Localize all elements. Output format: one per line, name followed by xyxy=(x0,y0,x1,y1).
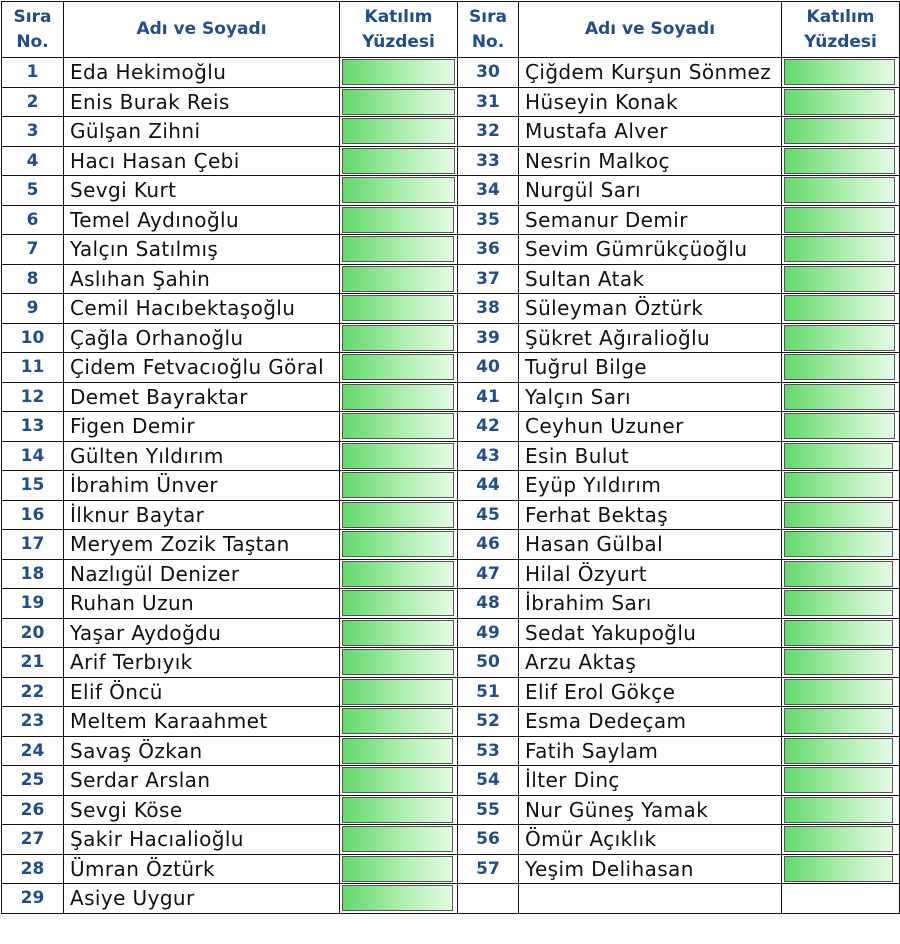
participation-cell xyxy=(340,235,458,265)
row-number: 28 xyxy=(2,854,64,884)
row-number: 37 xyxy=(458,264,519,294)
participation-cell xyxy=(782,87,900,117)
row-number: 41 xyxy=(458,382,519,412)
participation-cell xyxy=(340,736,458,766)
participant-name: Çiğdem Kurşun Sönmez xyxy=(519,58,782,88)
participation-cell xyxy=(340,176,458,206)
participation-cell xyxy=(340,677,458,707)
table-row xyxy=(2,500,900,530)
participant-name: İlter Dinç xyxy=(519,766,782,796)
row-number: 49 xyxy=(458,618,519,648)
participation-bar xyxy=(342,561,454,587)
row-number: 43 xyxy=(458,441,519,471)
participation-cell xyxy=(782,441,900,471)
participant-name: Sevim Gümrükçüoğlu xyxy=(519,235,782,265)
participant-name: Ümran Öztürk xyxy=(64,854,340,884)
row-number: 14 xyxy=(2,441,64,471)
participation-bar xyxy=(342,472,454,498)
participation-cell xyxy=(782,323,900,353)
row-number: 31 xyxy=(458,87,519,117)
participation-bar xyxy=(784,531,893,557)
row-number: 3 xyxy=(2,117,64,147)
row-number: 38 xyxy=(458,294,519,324)
row-number: 24 xyxy=(2,736,64,766)
participant-name: Cemil Hacıbektaşoğlu xyxy=(64,294,340,324)
row-number: 21 xyxy=(2,648,64,678)
participation-cell xyxy=(340,412,458,442)
header-no-right: Sıra No. xyxy=(458,2,519,58)
participation-bar xyxy=(342,885,453,911)
participant-name: Hasan Gülbal xyxy=(519,530,782,560)
participation-bar xyxy=(784,826,893,852)
row-number: 48 xyxy=(458,589,519,619)
participation-cell xyxy=(782,500,900,530)
header-percent-right: Katılım Yüzdesi xyxy=(782,2,900,58)
participation-bar xyxy=(784,207,895,233)
participation-bar xyxy=(342,856,453,882)
participant-name: Çidem Fetvacıoğlu Göral xyxy=(64,353,340,383)
table-row xyxy=(2,382,900,412)
participant-name: Sevgi Köse xyxy=(64,795,340,825)
row-number: 56 xyxy=(458,825,519,855)
table-row xyxy=(2,146,900,176)
row-number: 29 xyxy=(2,884,64,914)
participant-name: Semanur Demir xyxy=(519,205,782,235)
row-number: 11 xyxy=(2,353,64,383)
table-row xyxy=(2,235,900,265)
participation-cell xyxy=(340,559,458,589)
participation-bar xyxy=(784,413,895,439)
participation-bar xyxy=(784,354,895,380)
participation-bar xyxy=(784,118,895,144)
participant-name: Sevgi Kurt xyxy=(64,176,340,206)
row-number: 7 xyxy=(2,235,64,265)
participant-name: Şakir Hacıalioğlu xyxy=(64,825,340,855)
row-number: 44 xyxy=(458,471,519,501)
header-name-right: Adı ve Soyadı xyxy=(519,2,782,58)
participation-cell xyxy=(782,766,900,796)
participant-name: Yalçın Satılmış xyxy=(64,235,340,265)
row-number: 5 xyxy=(2,176,64,206)
row-number: 57 xyxy=(458,854,519,884)
participation-bar xyxy=(342,797,453,823)
participant-name: İbrahim Sarı xyxy=(519,589,782,619)
participation-table xyxy=(1,1,900,914)
row-number: 26 xyxy=(2,795,64,825)
participant-name: Serdar Arslan xyxy=(64,766,340,796)
header-name-left: Adı ve Soyadı xyxy=(64,2,340,58)
participation-cell xyxy=(340,471,458,501)
participant-name: Sedat Yakupoğlu xyxy=(519,618,782,648)
row-number: 45 xyxy=(458,500,519,530)
participation-bar xyxy=(342,679,453,705)
participant-name: Meryem Zozik Taştan xyxy=(64,530,340,560)
participation-cell xyxy=(782,589,900,619)
participation-bar xyxy=(342,236,454,262)
row-number: 15 xyxy=(2,471,64,501)
participant-name: Esma Dedeçam xyxy=(519,707,782,737)
participation-cell xyxy=(782,530,900,560)
participant-name: Yeşim Delihasan xyxy=(519,854,782,884)
participation-bar xyxy=(342,89,455,115)
row-number: 23 xyxy=(2,707,64,737)
participant-name: Hacı Hasan Çebi xyxy=(64,146,340,176)
participant-name: Sultan Atak xyxy=(519,264,782,294)
row-number: 50 xyxy=(458,648,519,678)
participation-bar xyxy=(342,826,453,852)
participation-cell xyxy=(340,707,458,737)
participation-cell xyxy=(340,264,458,294)
table-row xyxy=(2,766,900,796)
participation-bar xyxy=(342,177,455,203)
participant-name: Mustafa Alver xyxy=(519,117,782,147)
participation-bar xyxy=(342,531,454,557)
table-body xyxy=(2,58,900,914)
participation-bar xyxy=(342,59,455,85)
row-number: 8 xyxy=(2,264,64,294)
participation-bar xyxy=(342,148,455,174)
table-row xyxy=(2,58,900,88)
participant-name: Eyüp Yıldırım xyxy=(519,471,782,501)
table-row xyxy=(2,884,900,914)
participation-bar xyxy=(342,649,454,675)
participation-bar xyxy=(784,679,893,705)
participation-cell xyxy=(782,353,900,383)
participation-bar xyxy=(342,443,454,469)
participant-name: Yaşar Aydoğdu xyxy=(64,618,340,648)
table-row xyxy=(2,264,900,294)
row-number: 25 xyxy=(2,766,64,796)
participation-cell xyxy=(340,441,458,471)
participant-name: Nur Güneş Yamak xyxy=(519,795,782,825)
participation-cell xyxy=(340,854,458,884)
participant-name: Arzu Aktaş xyxy=(519,648,782,678)
participation-bar xyxy=(342,767,453,793)
participant-name: Ruhan Uzun xyxy=(64,589,340,619)
participation-cell xyxy=(340,205,458,235)
participation-bar xyxy=(342,384,454,410)
participation-bar xyxy=(342,325,454,351)
participation-cell xyxy=(782,146,900,176)
participation-cell xyxy=(340,884,458,914)
participation-cell xyxy=(782,205,900,235)
row-number: 32 xyxy=(458,117,519,147)
row-number: 10 xyxy=(2,323,64,353)
participation-bar xyxy=(784,797,893,823)
participation-bar xyxy=(784,236,895,262)
participant-name: Fatih Saylam xyxy=(519,736,782,766)
participation-bar xyxy=(342,354,454,380)
participant-name: Gülten Yıldırım xyxy=(64,441,340,471)
participation-cell xyxy=(340,294,458,324)
participation-cell xyxy=(340,58,458,88)
row-number: 2 xyxy=(2,87,64,117)
row-number: 55 xyxy=(458,795,519,825)
participation-bar xyxy=(784,561,893,587)
participation-cell xyxy=(782,235,900,265)
participant-name xyxy=(519,884,782,914)
row-number: 9 xyxy=(2,294,64,324)
participant-name: İlknur Baytar xyxy=(64,500,340,530)
participant-name: Meltem Karaahmet xyxy=(64,707,340,737)
participation-bar xyxy=(342,620,454,646)
participation-bar xyxy=(342,207,454,233)
participant-name: Nurgül Sarı xyxy=(519,176,782,206)
table-row xyxy=(2,471,900,501)
participation-bar xyxy=(784,89,895,115)
participant-name: Elif Öncü xyxy=(64,677,340,707)
participation-cell xyxy=(782,176,900,206)
row-number: 34 xyxy=(458,176,519,206)
participation-cell xyxy=(340,146,458,176)
participant-name: Nazlıgül Denizer xyxy=(64,559,340,589)
row-number: 27 xyxy=(2,825,64,855)
participation-bar xyxy=(784,384,895,410)
row-number: 46 xyxy=(458,530,519,560)
participation-cell xyxy=(782,736,900,766)
row-number: 42 xyxy=(458,412,519,442)
participation-cell xyxy=(340,382,458,412)
row-number: 17 xyxy=(2,530,64,560)
row-number: 51 xyxy=(458,677,519,707)
participation-cell xyxy=(782,559,900,589)
participation-cell xyxy=(782,412,900,442)
participant-name: Süleyman Öztürk xyxy=(519,294,782,324)
table-row xyxy=(2,825,900,855)
row-number: 47 xyxy=(458,559,519,589)
participant-name: Demet Bayraktar xyxy=(64,382,340,412)
table-row xyxy=(2,294,900,324)
participation-bar xyxy=(784,856,893,882)
participation-bar xyxy=(784,177,895,203)
participation-bar xyxy=(342,738,453,764)
participation-cell xyxy=(782,677,900,707)
table-row xyxy=(2,795,900,825)
participation-bar xyxy=(342,502,454,528)
participation-cell xyxy=(340,795,458,825)
participant-name: Aslıhan Şahin xyxy=(64,264,340,294)
participant-name: Enis Burak Reis xyxy=(64,87,340,117)
table-row xyxy=(2,205,900,235)
row-number: 18 xyxy=(2,559,64,589)
participant-name: Eda Hekimoğlu xyxy=(64,58,340,88)
header-no-left: Sıra No. xyxy=(2,2,64,58)
participant-name: Hilal Özyurt xyxy=(519,559,782,589)
row-number: 22 xyxy=(2,677,64,707)
participation-cell xyxy=(340,323,458,353)
row-number: 4 xyxy=(2,146,64,176)
row-number: 16 xyxy=(2,500,64,530)
table-row xyxy=(2,441,900,471)
row-number: 1 xyxy=(2,58,64,88)
table-row xyxy=(2,589,900,619)
participant-name: Gülşan Zihni xyxy=(64,117,340,147)
participation-bar xyxy=(784,266,895,292)
participant-name: Esin Bulut xyxy=(519,441,782,471)
participation-cell xyxy=(340,117,458,147)
participation-cell xyxy=(782,117,900,147)
table-row xyxy=(2,117,900,147)
participation-bar xyxy=(784,738,893,764)
participation-bar xyxy=(342,295,454,321)
table-row xyxy=(2,736,900,766)
participation-cell xyxy=(782,382,900,412)
participation-cell xyxy=(782,58,900,88)
participation-cell xyxy=(782,648,900,678)
table-row xyxy=(2,323,900,353)
participation-cell xyxy=(340,825,458,855)
participation-cell xyxy=(340,500,458,530)
participation-bar xyxy=(784,649,893,675)
participation-cell xyxy=(340,648,458,678)
table-row xyxy=(2,530,900,560)
participation-bar xyxy=(784,295,895,321)
row-number: 52 xyxy=(458,707,519,737)
participation-bar xyxy=(342,266,454,292)
row-number: 12 xyxy=(2,382,64,412)
row-number xyxy=(458,884,519,914)
header-percent-left: Katılım Yüzdesi xyxy=(340,2,458,58)
participant-name: Asiye Uygur xyxy=(64,884,340,914)
participant-name: Yalçın Sarı xyxy=(519,382,782,412)
participation-bar xyxy=(784,59,895,85)
participation-cell xyxy=(340,353,458,383)
participation-bar xyxy=(342,590,454,616)
participant-name: Savaş Özkan xyxy=(64,736,340,766)
row-number: 40 xyxy=(458,353,519,383)
participation-cell xyxy=(340,589,458,619)
row-number: 20 xyxy=(2,618,64,648)
participant-name: Çağla Orhanoğlu xyxy=(64,323,340,353)
table-row xyxy=(2,412,900,442)
participation-cell xyxy=(340,530,458,560)
participation-bar xyxy=(784,767,893,793)
table-row xyxy=(2,353,900,383)
row-number: 13 xyxy=(2,412,64,442)
participant-name: Şükret Ağıralioğlu xyxy=(519,323,782,353)
table-row xyxy=(2,618,900,648)
participant-name: İbrahim Ünver xyxy=(64,471,340,501)
participant-name: Ceyhun Uzuner xyxy=(519,412,782,442)
row-number: 39 xyxy=(458,323,519,353)
participation-cell xyxy=(782,825,900,855)
table-row xyxy=(2,559,900,589)
row-number: 33 xyxy=(458,146,519,176)
participant-name: Tuğrul Bilge xyxy=(519,353,782,383)
table-row xyxy=(2,707,900,737)
row-number: 6 xyxy=(2,205,64,235)
participant-name: Nesrin Malkoç xyxy=(519,146,782,176)
participation-cell xyxy=(782,264,900,294)
participation-bar xyxy=(784,590,893,616)
participation-bar xyxy=(784,148,895,174)
participation-bar xyxy=(784,502,893,528)
participation-bar xyxy=(784,325,895,351)
row-number: 54 xyxy=(458,766,519,796)
participation-cell xyxy=(782,471,900,501)
participant-name: Elif Erol Gökçe xyxy=(519,677,782,707)
participation-cell xyxy=(782,884,900,914)
participation-bar xyxy=(342,413,454,439)
row-number: 53 xyxy=(458,736,519,766)
row-number: 36 xyxy=(458,235,519,265)
participation-cell xyxy=(782,795,900,825)
row-number: 35 xyxy=(458,205,519,235)
table-row xyxy=(2,87,900,117)
participation-cell xyxy=(782,294,900,324)
table-row xyxy=(2,677,900,707)
participation-bar xyxy=(342,708,453,734)
participation-cell xyxy=(340,87,458,117)
header-row xyxy=(2,2,900,58)
participation-bar xyxy=(784,620,893,646)
row-number: 30 xyxy=(458,58,519,88)
participation-cell xyxy=(340,618,458,648)
participation-cell xyxy=(782,618,900,648)
table-row xyxy=(2,176,900,206)
participant-name: Ferhat Bektaş xyxy=(519,500,782,530)
table-row xyxy=(2,648,900,678)
row-number: 19 xyxy=(2,589,64,619)
participation-cell xyxy=(782,854,900,884)
participation-bar xyxy=(784,472,893,498)
participant-name: Hüseyin Konak xyxy=(519,87,782,117)
participation-cell xyxy=(340,766,458,796)
participation-bar xyxy=(784,708,893,734)
participant-name: Figen Demir xyxy=(64,412,340,442)
participation-bar xyxy=(342,118,455,144)
participant-name: Ömür Açıklık xyxy=(519,825,782,855)
table-row xyxy=(2,854,900,884)
participation-cell xyxy=(782,707,900,737)
participant-name: Temel Aydınoğlu xyxy=(64,205,340,235)
participation-bar xyxy=(784,443,893,469)
participant-name: Arif Terbıyık xyxy=(64,648,340,678)
